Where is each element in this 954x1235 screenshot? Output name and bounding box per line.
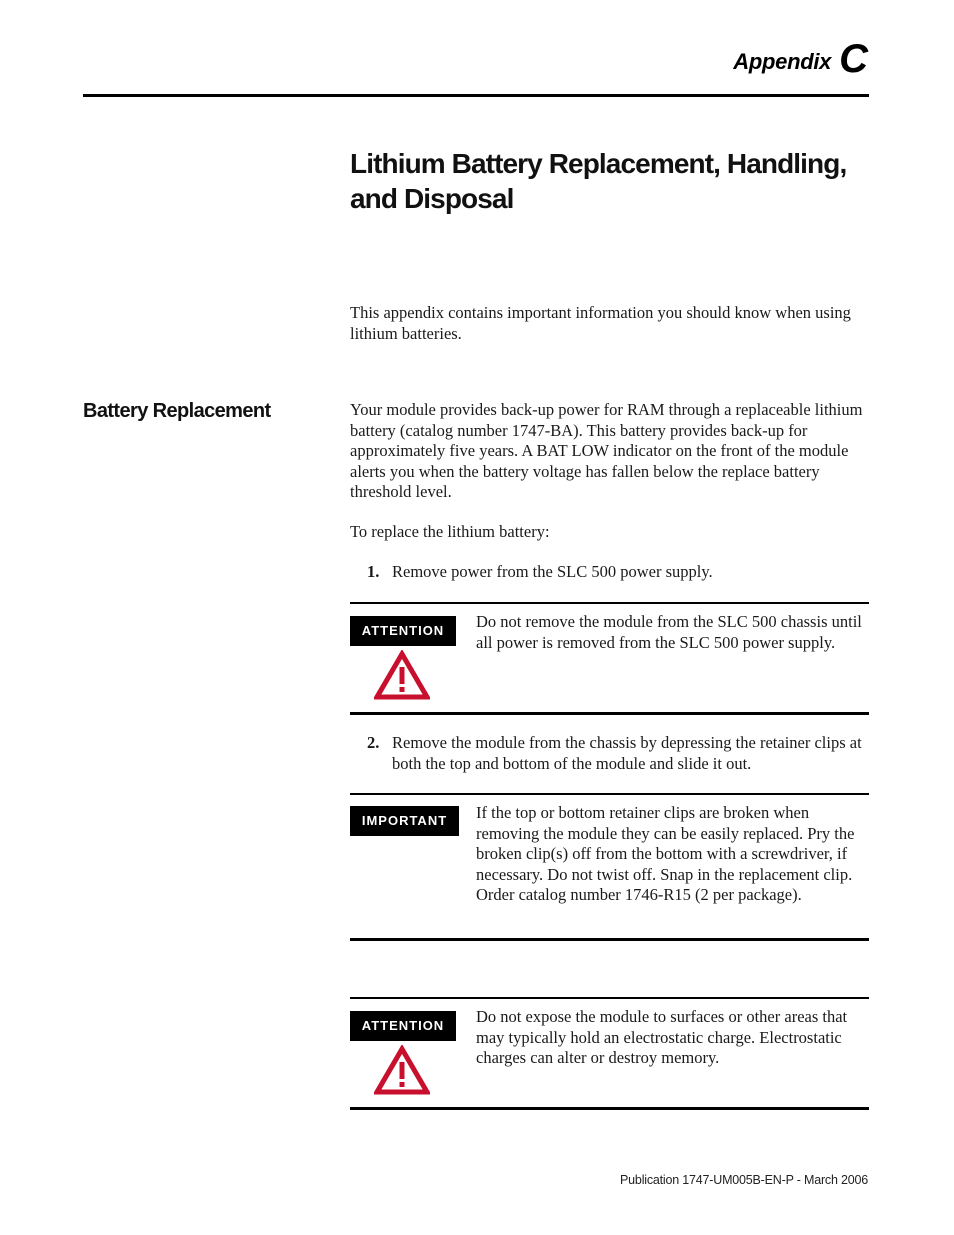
chapter-title: Lithium Battery Replacement, Handling, and Disposal	[350, 148, 847, 214]
attention-notice-1	[350, 602, 869, 715]
step-number: 2.	[367, 733, 380, 752]
replace-intro-paragraph: To replace the lithium battery:	[350, 522, 550, 541]
step-text: Remove the module from the chassis by depressing the retainer clips at both the top and bottom of the module and slide it out.	[392, 733, 862, 773]
appendix-header	[733, 34, 868, 79]
attention-badge: ATTENTION	[350, 616, 456, 646]
step-number: 1.	[367, 562, 380, 581]
notice-text: Do not expose the module to surfaces or other areas that may typically hold an electrostatic charge. Electrostatic charges can alter or destroy memory.	[476, 1007, 848, 1067]
header-rule	[83, 94, 869, 97]
attention-badge: ATTENTION	[350, 1011, 456, 1041]
notice-text: If the top or bottom retainer clips are broken when removing the module they can be easily replaced. Pry the broken clip(s) off from the bottom with a screwdriver, if necessary. Do not twist off. Snap in the replacement clip. Order catalog number 1746-R15 (2 per package).	[476, 803, 855, 904]
appendix-letter: C	[839, 37, 868, 81]
intro-paragraph: This appendix contains important information you should know when using lithium batteries.	[350, 303, 851, 343]
important-notice	[350, 793, 869, 941]
warning-triangle-icon	[374, 650, 430, 700]
step-text: Remove power from the SLC 500 power supply.	[392, 562, 713, 581]
appendix-word: Appendix	[733, 49, 832, 74]
publication-footer: Publication 1747-UM005B-EN-P - March 2006	[620, 1173, 868, 1187]
attention-notice-2	[350, 997, 869, 1110]
notice-text: Do not remove the module from the SLC 500 chassis until all power is removed from the SLC 500 power supply.	[476, 612, 862, 652]
important-badge: IMPORTANT	[350, 806, 459, 836]
section-heading: Battery Replacement	[83, 400, 271, 422]
battery-description-paragraph: Your module provides back-up power for RAM through a replaceable lithium battery (catalog number 1747-BA). This battery provides back-up for approximately five years. A BAT LOW indicator on the front of the module alerts you when the battery voltage has fallen below the replace battery threshold level.	[350, 400, 863, 501]
warning-triangle-icon	[374, 1045, 430, 1095]
